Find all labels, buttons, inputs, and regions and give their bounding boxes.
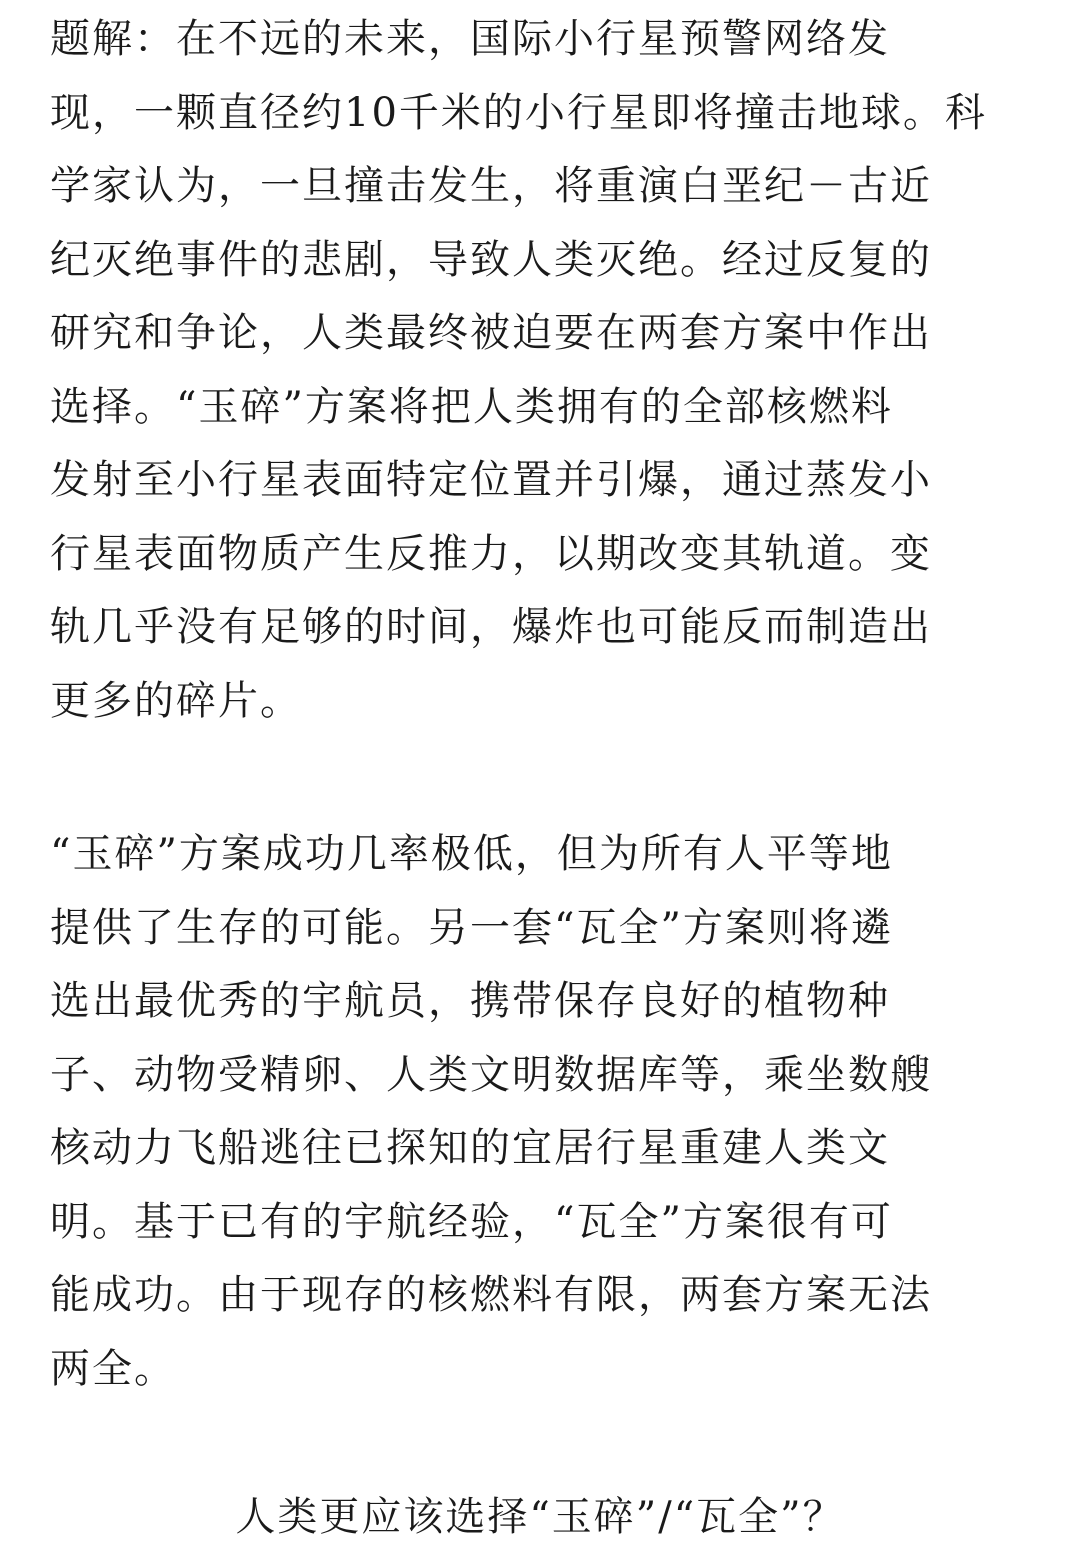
paragraph-line: 题解：在不远的未来，国际小行星预警网络发: [50, 16, 890, 62]
paragraph-line: 选出最优秀的宇航员，携带保存良好的植物种: [50, 978, 890, 1024]
paragraph-line: 轨几乎没有足够的时间，爆炸也可能反而制造出: [50, 604, 932, 650]
paragraph-line: 能成功。由于现存的核燃料有限，两套方案无法: [50, 1272, 932, 1318]
paragraph-line: 现，一颗直径约10千米的小行星即将撞击地球。科: [50, 89, 987, 136]
paragraph-line: 提供了生存的可能。另一套“瓦全”方案则将遴: [50, 904, 893, 951]
problem-description-paragraph: [50, 3, 1030, 738]
paragraph-line: 子、动物受精卵、人类文明数据库等，乘坐数艘: [50, 1051, 932, 1098]
debate-question: 人类更应该选择“玉碎”/“瓦全”？: [235, 1494, 845, 1540]
paragraph-line: 研究和争论，人类最终被迫要在两套方案中作出: [50, 310, 932, 356]
paragraph-line: 更多的碎片。: [50, 677, 302, 724]
paragraph-line: 明。基于已有的宇航经验，“瓦全”方案很有可: [50, 1198, 893, 1245]
paragraph-line: 发射至小行星表面特定位置并引爆，通过蒸发小: [50, 457, 932, 503]
plans-comparison-paragraph: [50, 818, 1030, 1406]
paragraph-line: 两全。: [50, 1345, 176, 1392]
paragraph-line: 纪灭绝事件的悲剧，导致人类灭绝。经过反复的: [50, 236, 932, 283]
paragraph-line: 核动力飞船逃往已探知的宜居行星重建人类文: [50, 1125, 890, 1171]
paragraph-line: 学家认为，一旦撞击发生，将重演白垩纪－古近: [50, 163, 932, 209]
paragraph-line: 选择。“玉碎”方案将把人类拥有的全部核燃料: [50, 383, 893, 430]
paragraph-line: “玉碎”方案成功几率极低，但为所有人平等地: [50, 831, 893, 877]
paragraph-line: 行星表面物质产生反推力，以期改变其轨道。变: [50, 530, 932, 577]
